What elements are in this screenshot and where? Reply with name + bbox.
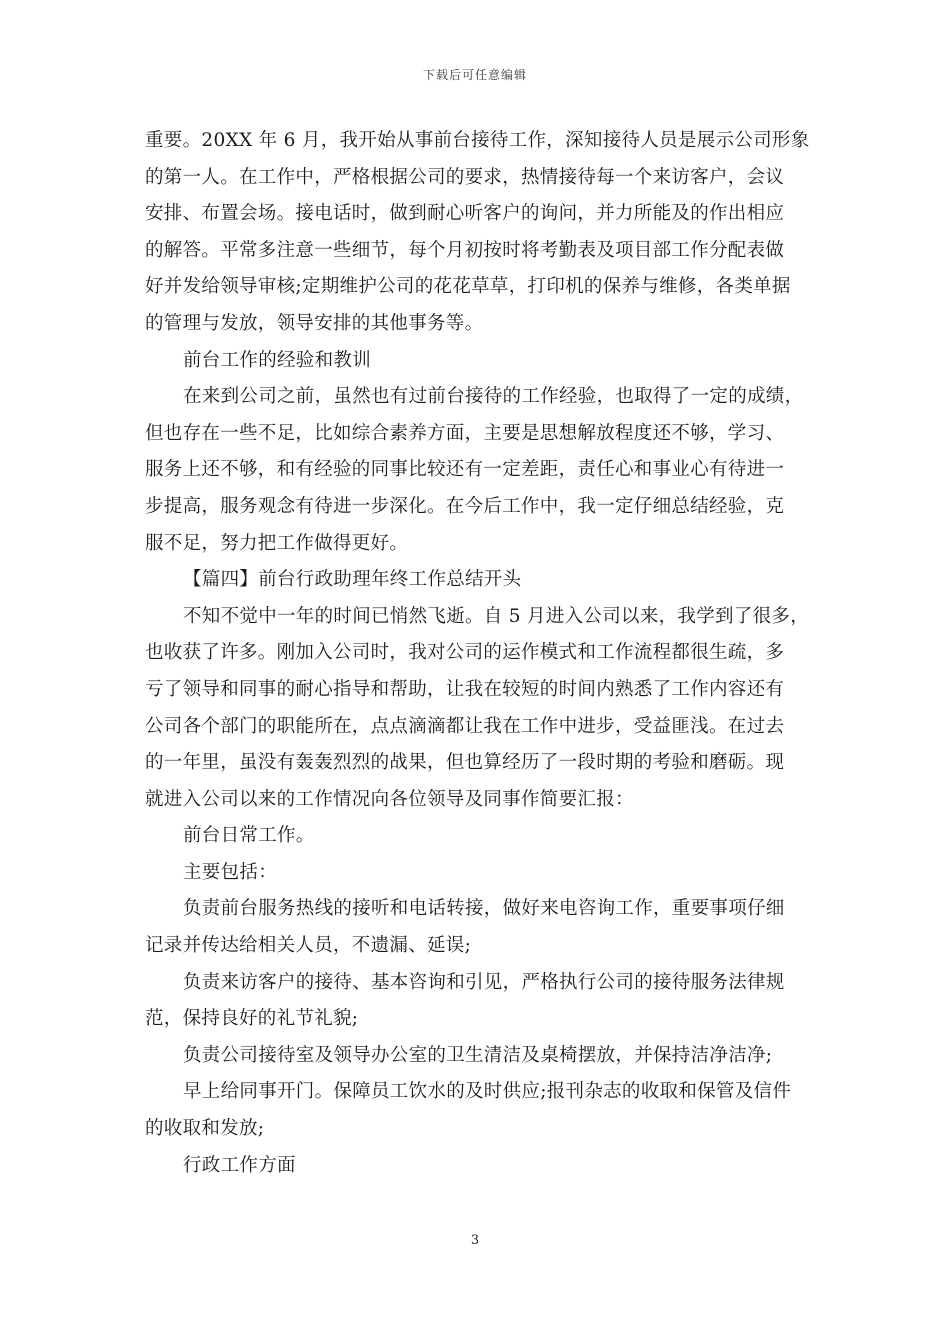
page-header: 下载后可任意编辑	[422, 68, 527, 82]
text-line: 在来到公司之前，虽然也有过前台接待的工作经验，也取得了一定的成绩，	[183, 386, 804, 408]
text-line: 的第一人。在工作中，严格根据公司的要求，热情接待每一个来访客户，会议	[145, 166, 785, 188]
text-line: 的收取和发放;	[145, 1118, 265, 1140]
text-line: 范，保持良好的礼节礼貌;	[145, 1008, 359, 1030]
text-line: 负责前台服务热线的接听和电话转接，做好来电咨询工作，重要事项仔细	[183, 898, 785, 920]
text-line: 服不足，努力把工作做得更好。	[145, 532, 409, 554]
text-line: 就进入公司以来的工作情况向各位领导及同事作简要汇报：	[145, 788, 634, 810]
text-line: 负责来访客户的接待、基本咨询和引见，严格执行公司的接待服务法律规	[183, 971, 785, 993]
text-line: 行政工作方面	[183, 1154, 296, 1176]
text-line: 主要包括：	[183, 861, 278, 883]
text-line: 但也存在一些不足，比如综合素养方面，主要是思想解放程度还不够，学习、	[145, 422, 785, 444]
text-line: 也收获了许多。刚加入公司时，我对公司的运作模式和工作流程都很生疏，多	[145, 642, 785, 664]
text-line: 好并发给领导审核;定期维护公司的花花草草，打印机的保养与维修，各类单据	[145, 276, 791, 298]
text-line: 重要。20XX 年 6 月，我开始从事前台接待工作，深知接待人员是展示公司形象	[145, 130, 810, 151]
text-line: 服务上还不够，和有经验的同事比较还有一定差距，责任心和事业心有待进一	[145, 459, 785, 481]
text-line: 记录并传达给相关人员，不遗漏、延误;	[145, 935, 472, 957]
document-body	[145, 123, 809, 1184]
text-line: 前台工作的经验和教训	[183, 349, 372, 371]
text-line: 前台日常工作。	[183, 825, 315, 847]
text-line: 的一年里，虽没有轰轰烈烈的战果，但也算经历了一段时期的考验和磨砺。现	[145, 752, 785, 774]
text-line: 安排、布置会场。接电话时，做到耐心听客户的询问，并力所能及的作出相应	[145, 203, 785, 225]
text-line: 的管理与发放，领导安排的其他事务等。	[145, 312, 484, 334]
text-line: 亏了领导和同事的耐心指导和帮助，让我在较短的时间内熟悉了工作内容还有	[145, 678, 785, 700]
text-line: 不知不觉中一年的时间已悄然飞逝。自 5 月进入公司以来，我学到了很多，	[183, 605, 810, 627]
text-line: 早上给同事开门。保障员工饮水的及时供应;报刊杂志的收取和保管及信件	[183, 1081, 792, 1103]
page-number: 3	[470, 1233, 480, 1248]
text-line: 的解答。平常多注意一些细节，每个月初按时将考勤表及项目部工作分配表做	[145, 239, 785, 261]
text-line: 【篇四】前台行政助理年终工作总结开头	[183, 569, 522, 591]
text-line: 公司各个部门的职能所在，点点滴滴都让我在工作中进步，受益匪浅。在过去	[145, 715, 785, 737]
text-line: 步提高，服务观念有待进一步深化。在今后工作中，我一定仔细总结经验，克	[145, 495, 785, 517]
text-line: 负责公司接待室及领导办公室的卫生清洁及桌椅摆放，并保持洁净洁净;	[183, 1044, 773, 1066]
